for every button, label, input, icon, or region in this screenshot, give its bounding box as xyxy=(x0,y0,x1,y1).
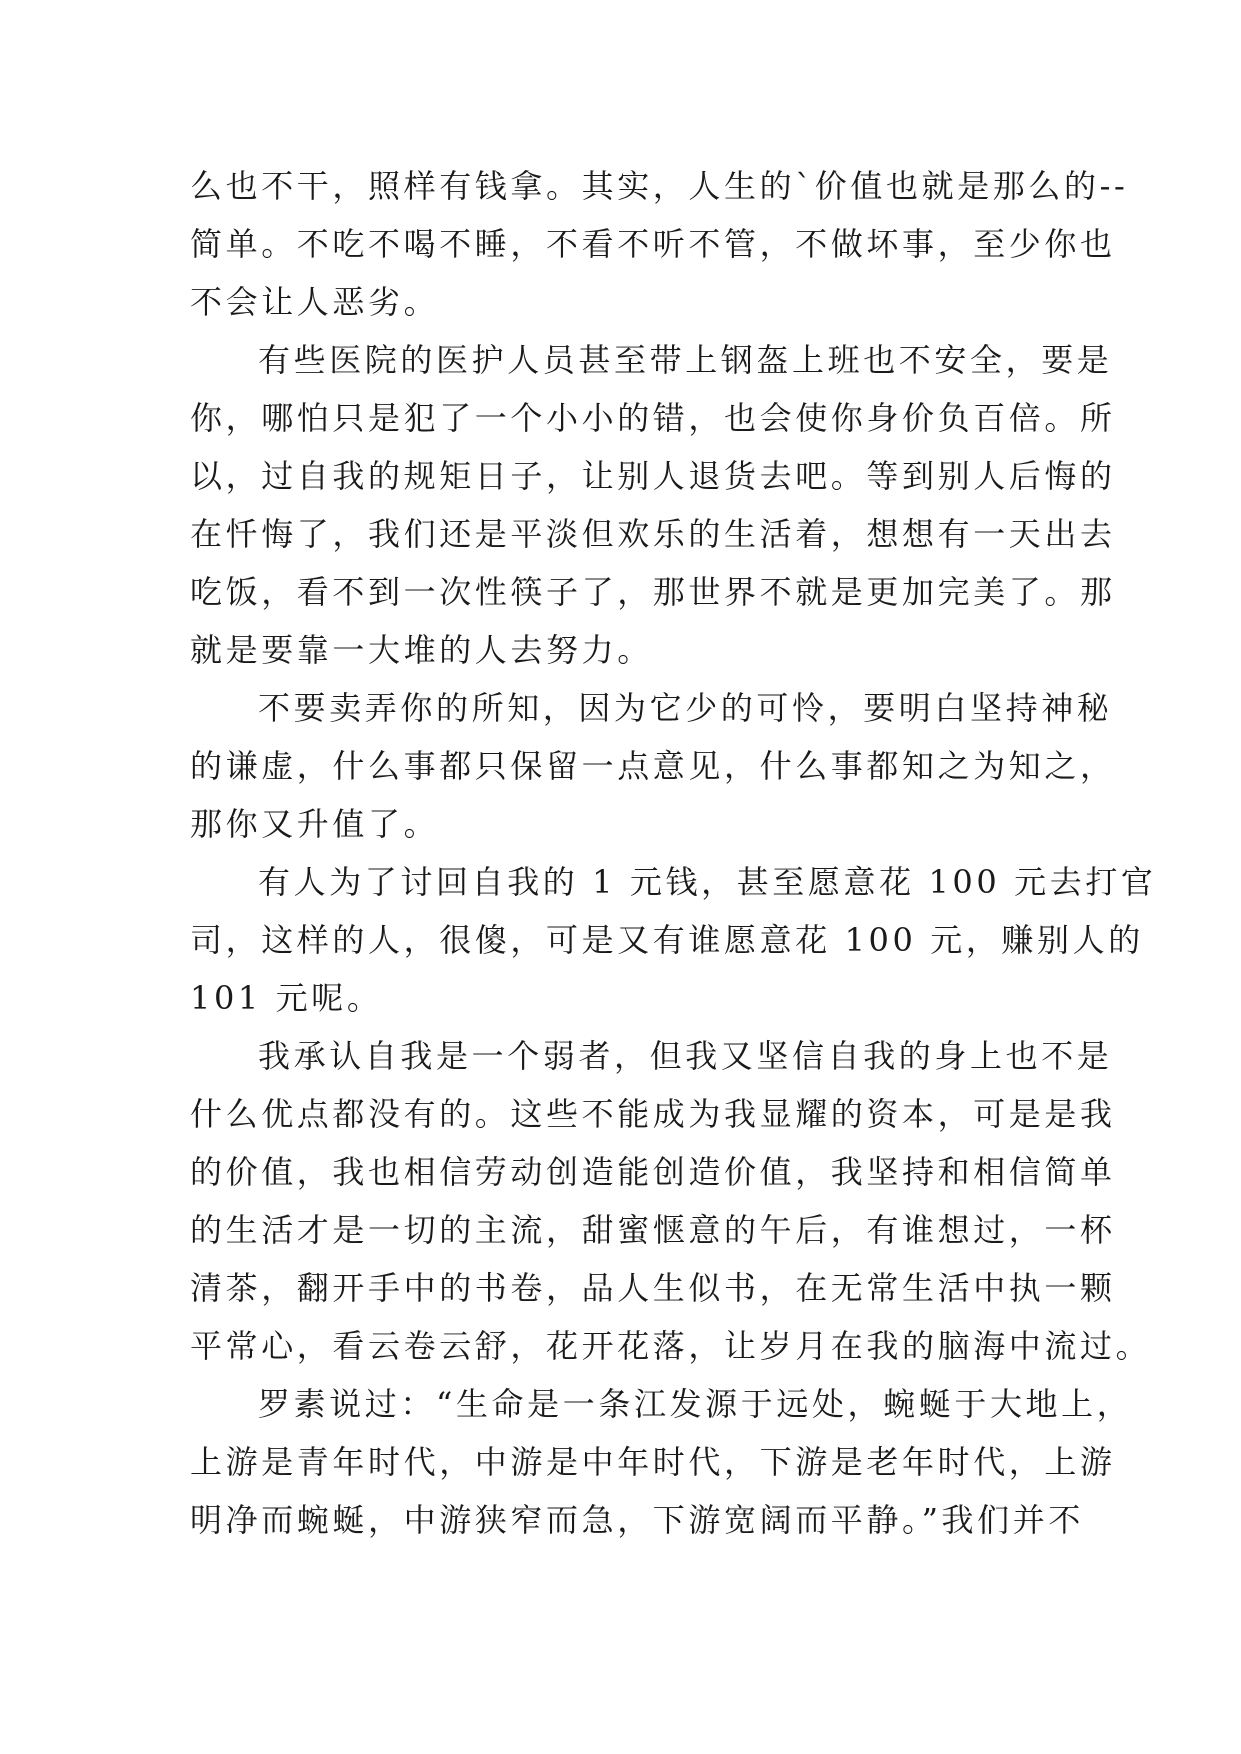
text-line: 以，过自我的规矩日子，让别人退货去吧。等到别人后悔的 xyxy=(190,457,1116,495)
text-line: 在忏悔了，我们还是平淡但欢乐的生活着，想想有一天出去 xyxy=(190,515,1116,553)
text-line: 罗素说过：“生命是一条江发源于远处，蜿蜒于大地上， xyxy=(258,1385,1133,1423)
text-line: 你，哪怕只是犯了一个小小的错，也会使你身价负百倍。所 xyxy=(190,399,1116,437)
text-line: 就是要靠一大堆的人去努力。 xyxy=(190,631,653,669)
text-line: 101 元呢。 xyxy=(190,979,383,1017)
text-line: 吃饭，看不到一次性筷子了，那世界不就是更加完美了。那 xyxy=(190,573,1116,611)
text-line: 不会让人恶劣。 xyxy=(190,283,440,321)
text-line: 有人为了讨回自我的 1 元钱，甚至愿意花 100 元去打官 xyxy=(258,863,1157,901)
text-line: 么也不干，照样有钱拿。其实，人生的`价值也就是那么的-- xyxy=(190,167,1129,205)
text-line: 明净而蜿蜒，中游狭窄而急，下游宽阔而平静。”我们并不 xyxy=(190,1501,1084,1539)
text-line: 司，这样的人，很傻，可是又有谁愿意花 100 元，赚别人的 xyxy=(190,921,1144,959)
text-line: 的谦虚，什么事都只保留一点意见，什么事都知之为知之， xyxy=(190,747,1116,785)
text-line: 那你又升值了。 xyxy=(190,805,440,843)
text-line: 上游是青年时代，中游是中年时代，下游是老年时代，上游 xyxy=(190,1443,1116,1481)
text-line: 有些医院的医护人员甚至带上钢盔上班也不安全，要是 xyxy=(258,341,1113,379)
text-line: 的生活才是一切的主流，甜蜜惬意的午后，有谁想过，一杯 xyxy=(190,1211,1116,1249)
body-text xyxy=(190,157,1157,1549)
text-line: 简单。不吃不喝不睡，不看不听不管，不做坏事，至少你也 xyxy=(190,225,1116,263)
text-line: 清茶，翻开手中的书卷，品人生似书，在无常生活中执一颗 xyxy=(190,1269,1116,1307)
text-line: 不要卖弄你的所知，因为它少的可怜，要明白坚持神秘 xyxy=(258,689,1113,727)
text-line: 我承认自我是一个弱者，但我又坚信自我的身上也不是 xyxy=(258,1037,1113,1075)
text-line: 的价值，我也相信劳动创造能创造价值，我坚持和相信简单 xyxy=(190,1153,1116,1191)
text-line: 什么优点都没有的。这些不能成为我显耀的资本，可是是我 xyxy=(190,1095,1116,1133)
text-line: 平常心，看云卷云舒，花开花落，让岁月在我的脑海中流过。 xyxy=(190,1327,1152,1365)
